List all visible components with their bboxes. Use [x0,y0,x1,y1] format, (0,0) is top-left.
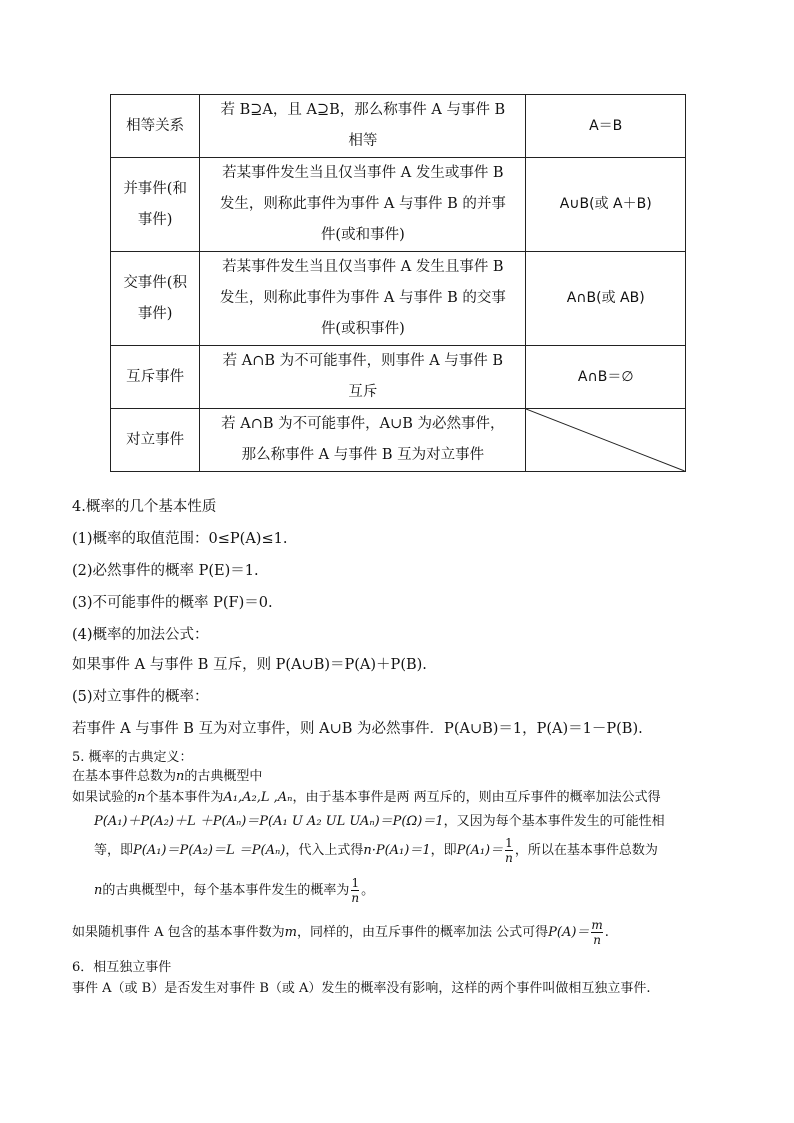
relation-name: 相等关系 [111,95,200,158]
property-4: (4)概率的加法公式： [72,627,209,643]
table-row [111,409,686,472]
relation-symbol: A∪B(或 A＋B) [526,158,686,252]
section-4-title: 4.概率的几个基本性质 [72,499,217,515]
relation-definition: 若 A∩B 为不可能事件，A∪B 为必然事件， 那么称事件 A 与事件 B 互为对立事件 [200,409,526,472]
property-5-body: 若事件 A 与事件 B 互为对立事件，则 A∪B 为必然事件．P(A∪B)＝1，P(A)＝1－P(B). [72,721,643,737]
table-row [111,158,686,252]
section-5-line-4: 等，即P(A₁)＝P(A₂)＝L ＝P(Aₙ)，代入上式得n·P(A₁)＝1，即P(A₁)＝ $\frac{1}{n}$ ，所以在基本事件总数为 [94,836,658,865]
relation-name: 并事件(和 事件) [111,158,200,252]
fraction-one-over-n: $\frac{1}{n}$ [505,836,513,865]
section-5-title: 5. 概率的古典定义： [72,750,193,765]
section-5-line-6: 如果随机事件 A 包含的基本事件数为m，同样的，由互斥事件的概率加法 公式可得P(A)＝ $\frac{m}{n}$ . [72,918,609,947]
section-5-line-1: 在基本事件总数为n的古典概型中 [72,769,263,784]
fraction-m-over-n: $\frac{m}{n}$ [591,918,603,947]
table-row [111,252,686,346]
section-6-body: 事件 A（或 B）是否发生对事件 B（或 A）发生的概率没有影响，这样的两个事件叫做相互独立事件. [72,981,651,996]
table-row [111,95,686,158]
section-5-line-5: n的古典概型中，每个基本事件发生的概率为 $\frac{1}{n}$ 。 [94,876,375,905]
property-4-body: 如果事件 A 与事件 B 互斥，则 P(A∪B)＝P(A)＋P(B). [72,657,427,673]
diagonal-line [526,409,685,471]
relation-name: 交事件(积 事件) [111,252,200,346]
relation-symbol: A∩B＝∅ [526,346,686,409]
property-2: (2)必然事件的概率 P(E)＝1. [72,563,259,579]
property-1: (1)概率的取值范围：0≤P(A)≤1. [72,531,288,547]
relation-definition: 若某事件发生当且仅当事件 A 发生或事件 B 发生，则称此事件为事件 A 与事件 B 的并事 件(或和事件) [200,158,526,252]
diagonal-empty-cell [526,409,686,472]
relation-name: 互斥事件 [111,346,200,409]
relation-definition: 若 A∩B 为不可能事件，则事件 A 与事件 B 互斥 [200,346,526,409]
table-row [111,346,686,409]
section-5-line-3: P(A₁)＋P(A₂)＋L ＋P(Aₙ)＝P(A₁ U A₂ UL UAₙ)＝P(Ω)＝1，又因为每个基本事件发生的可能性相 [94,814,665,829]
relation-definition: 若 B⊇A，且 A⊇B，那么称事件 A 与事件 B 相等 [200,95,526,158]
relation-name: 对立事件 [111,409,200,472]
relation-definition: 若某事件发生当且仅当事件 A 发生且事件 B 发生，则称此事件为事件 A 与事件 B 的交事 件(或积事件) [200,252,526,346]
property-5: (5)对立事件的概率： [72,689,209,705]
relation-symbol: A∩B(或 AB) [526,252,686,346]
section-5-line-2: 如果试验的n个基本事件为A₁,A₂,L ,Aₙ，由于基本事件是两 两互斥的，则由互斥事件的概率加法公式得 [72,790,661,805]
section-6-title: 6．相互独立事件 [72,960,172,975]
property-3: (3)不可能事件的概率 P(F)＝0. [72,595,273,611]
event-relation-table [110,94,686,472]
fraction-one-over-n: $\frac{1}{n}$ [351,876,360,905]
relation-symbol: A＝B [526,95,686,158]
